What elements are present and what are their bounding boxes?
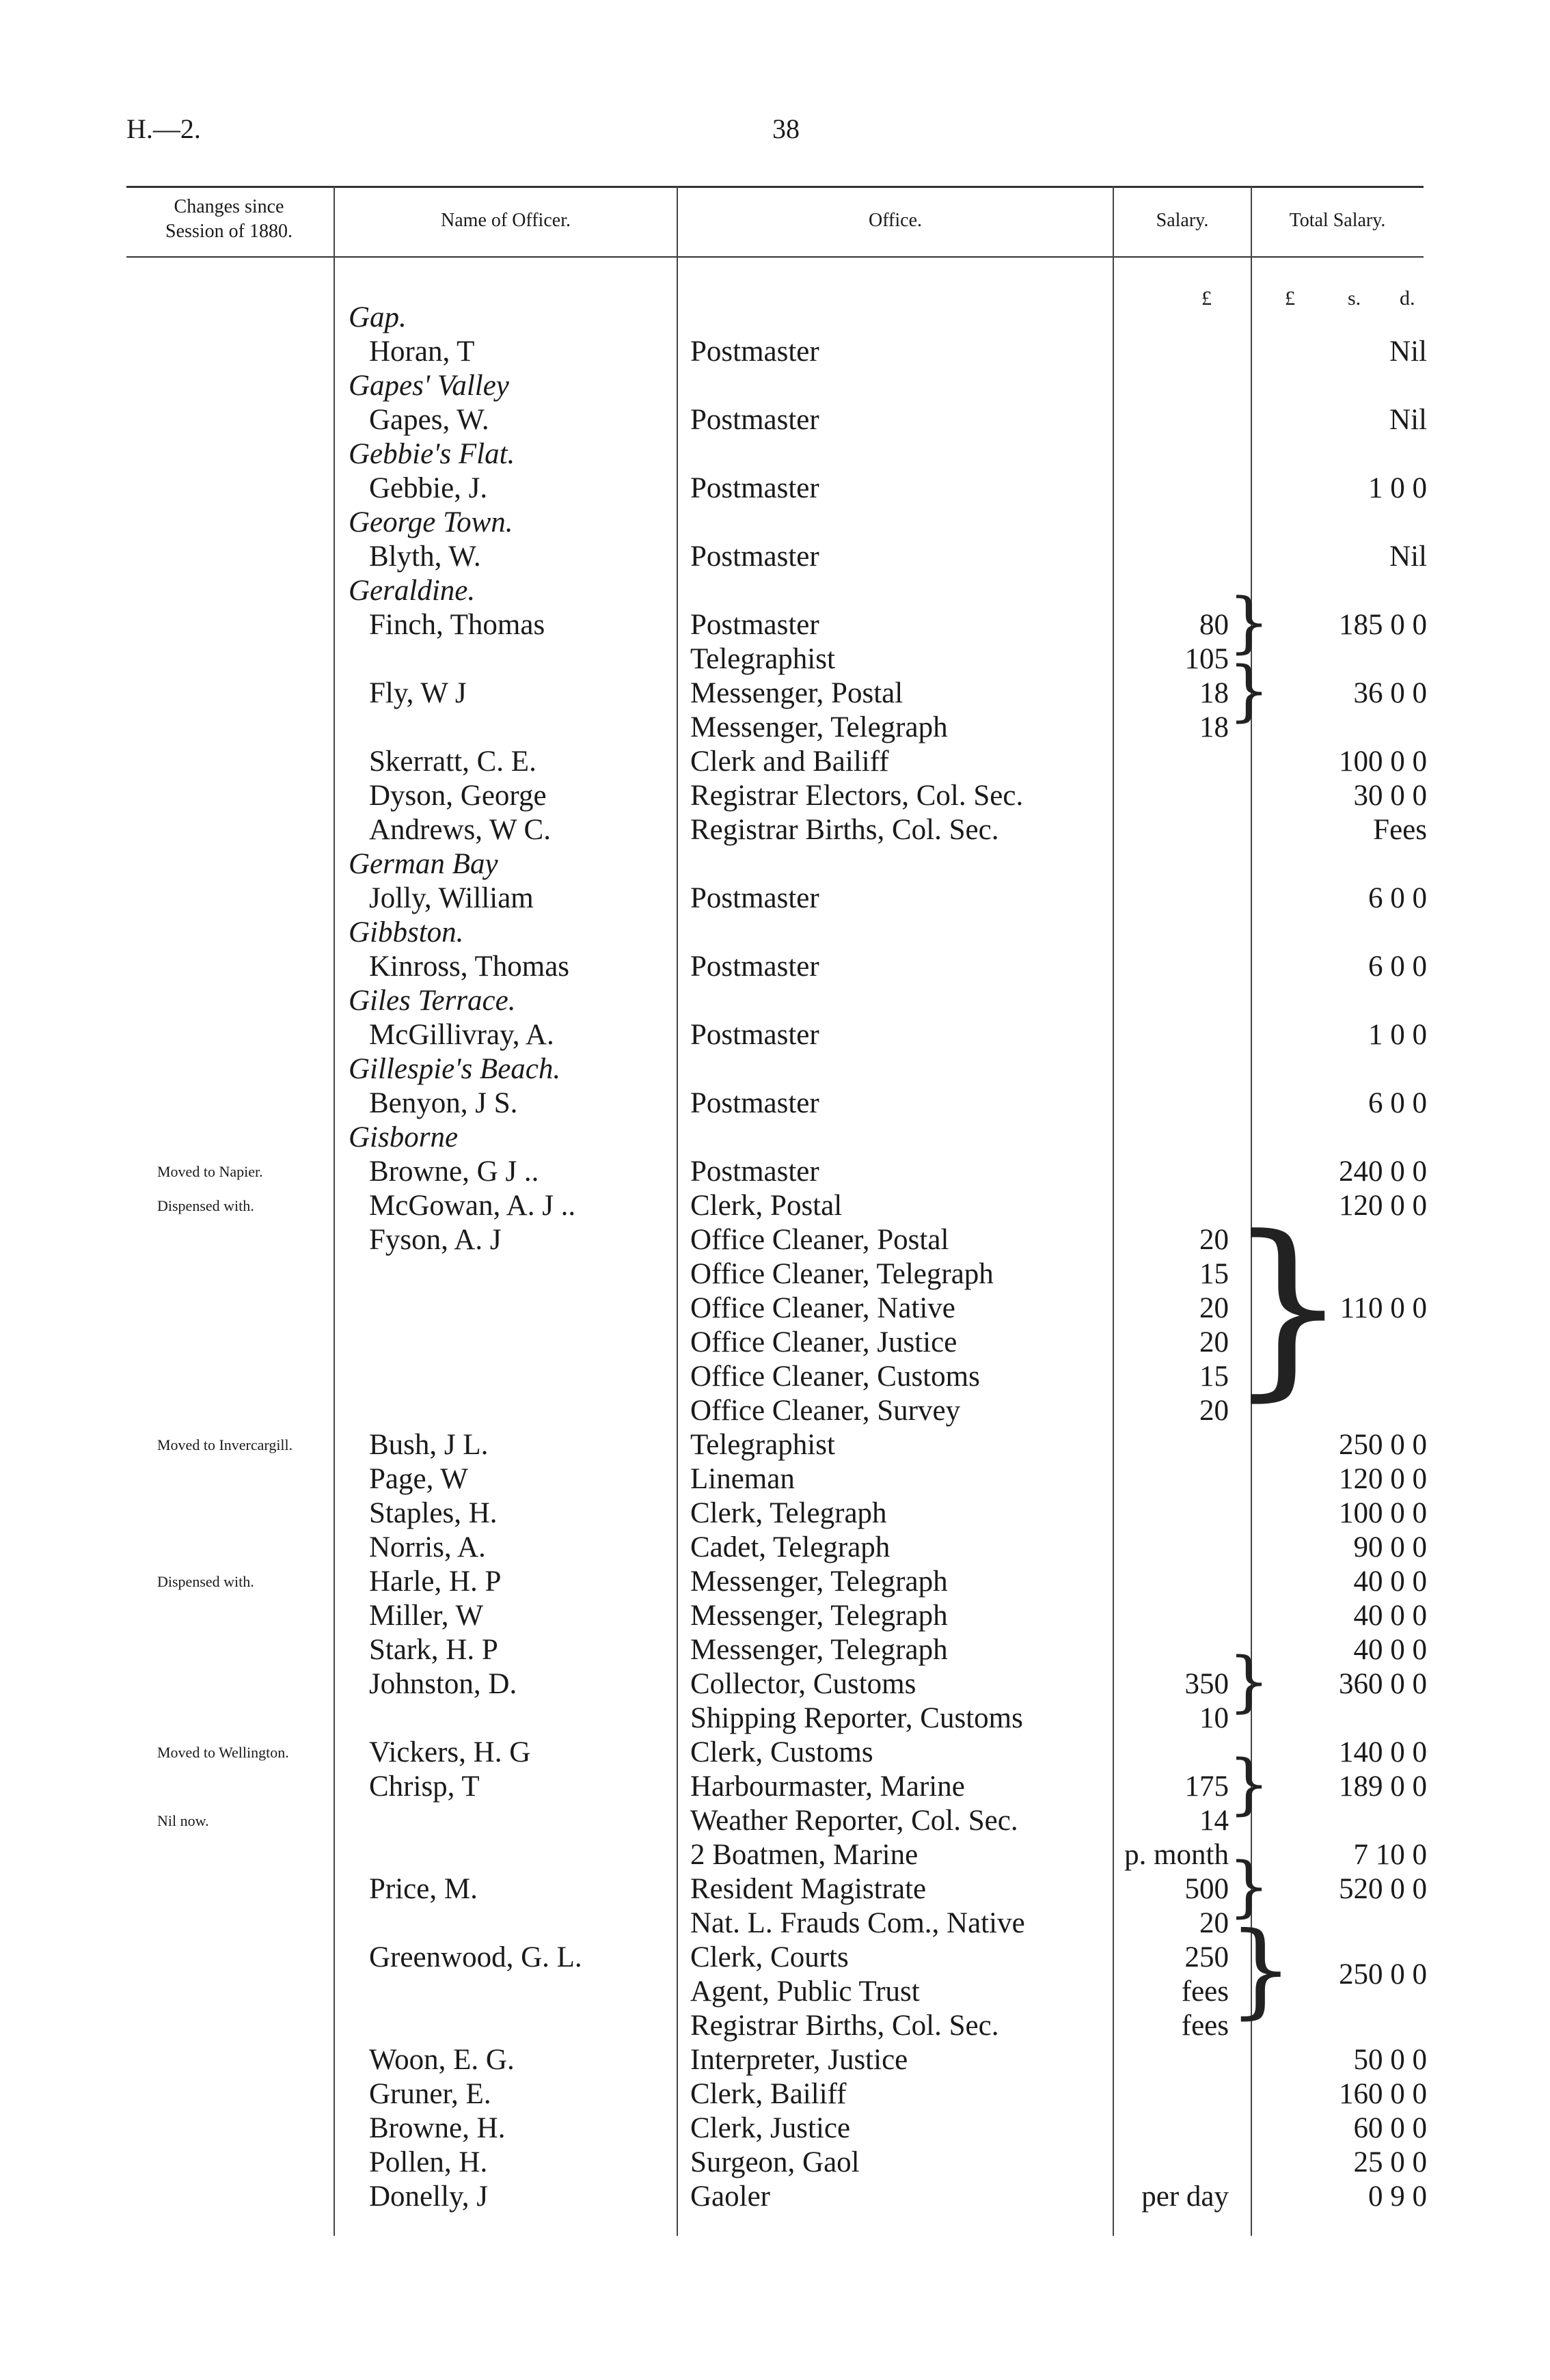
change-note: Dispensed with.	[157, 1573, 254, 1590]
table-row	[0, 1736, 1550, 1770]
table-row	[0, 403, 1550, 437]
table-row	[0, 2009, 1550, 2043]
total-salary-value: 0 9 0	[1368, 2180, 1427, 2213]
table-row	[0, 1086, 1550, 1121]
total-unit-shillings: s.	[1348, 287, 1361, 310]
office-title: Nat. L. Frauds Com., Native	[690, 1907, 1025, 1939]
table-row	[0, 2111, 1550, 2146]
total-salary-value: 120 0 0	[1339, 1463, 1427, 1495]
salary-value: fees	[1181, 1975, 1229, 2008]
grouped-total: 110 0 0	[1340, 1292, 1427, 1324]
total-salary-value: 25 0 0	[1353, 2146, 1427, 2178]
officer-name: Dyson, George	[369, 780, 547, 812]
salary-value: 15	[1199, 1360, 1229, 1393]
office-title: Clerk, Telegraph	[690, 1497, 887, 1529]
column-header-total: Total Salary.	[1289, 210, 1386, 231]
salary-value: 350	[1184, 1668, 1229, 1700]
table-row	[0, 1941, 1550, 1975]
salary-value: 175	[1184, 1770, 1229, 1803]
table-row	[0, 2077, 1550, 2111]
office-title: Shipping Reporter, Customs	[690, 1702, 1023, 1734]
salary-value: 20	[1199, 1224, 1229, 1256]
place-heading-row	[0, 847, 1550, 881]
total-salary-value: 6 0 0	[1368, 950, 1427, 983]
office-title: Postmaster	[690, 472, 819, 504]
place-heading: Giles Terrace.	[349, 985, 516, 1017]
salary-value: 105	[1184, 643, 1229, 675]
officer-name: Woon, E. G.	[369, 2044, 515, 2076]
column-header-changes-line1: Changes since	[174, 196, 284, 217]
place-heading-row	[0, 369, 1550, 403]
table-row	[0, 813, 1550, 847]
office-title: Harbourmaster, Marine	[690, 1770, 965, 1803]
office-title: Clerk, Justice	[690, 2112, 851, 2144]
officer-name: Browne, H.	[369, 2112, 506, 2144]
change-note: Dispensed with.	[157, 1197, 254, 1214]
column-header-changes	[126, 195, 331, 244]
office-title: Messenger, Telegraph	[690, 1600, 948, 1632]
place-heading: George Town.	[349, 506, 513, 538]
officer-name: Skerratt, C. E.	[369, 746, 536, 778]
salary-unit-pound: £	[1201, 287, 1212, 310]
officer-name: Stark, H. P	[369, 1634, 498, 1666]
total-salary-value: Nil	[1389, 404, 1427, 436]
officer-name: Page, W	[369, 1463, 468, 1495]
total-salary-value: 160 0 0	[1339, 2078, 1427, 2110]
column-header-changes-line2: Session of 1880.	[165, 221, 293, 242]
office-title: Office Cleaner, Telegraph	[690, 1258, 994, 1290]
salary-value: 20	[1199, 1292, 1229, 1324]
table-row	[0, 1428, 1550, 1462]
officer-name: Chrisp, T	[369, 1770, 480, 1803]
column-header-salary: Salary.	[1156, 210, 1209, 231]
total-salary-value: 40 0 0	[1353, 1634, 1427, 1666]
place-heading-row	[0, 1052, 1550, 1086]
office-title: Registrar Births, Col. Sec.	[690, 814, 999, 846]
table-row	[0, 1599, 1550, 1633]
place-heading: Gap.	[349, 301, 407, 333]
officer-name: Miller, W	[369, 1600, 484, 1632]
officer-name: Gapes, W.	[369, 404, 489, 436]
table-row	[0, 1633, 1550, 1667]
table-row	[0, 1975, 1550, 2009]
grouped-total: 36 0 0	[1353, 677, 1427, 709]
total-salary-value: 40 0 0	[1353, 1600, 1427, 1632]
total-salary-value: 1 0 0	[1368, 472, 1427, 504]
office-title: Office Cleaner, Justice	[690, 1326, 957, 1358]
officer-name: Johnston, D.	[369, 1668, 517, 1700]
salary-value: 10	[1199, 1702, 1229, 1734]
total-salary-value: 240 0 0	[1339, 1155, 1427, 1188]
total-salary-value: 30 0 0	[1353, 780, 1427, 812]
place-heading: German Bay	[349, 848, 498, 880]
place-heading-row	[0, 984, 1550, 1018]
place-heading-row	[0, 437, 1550, 471]
change-note: Moved to Wellington.	[157, 1744, 289, 1761]
salary-value: 15	[1199, 1258, 1229, 1290]
table-row	[0, 335, 1550, 369]
officer-name: McGillivray, A.	[369, 1019, 554, 1051]
officer-name: Fyson, A. J	[369, 1224, 502, 1256]
table-row	[0, 1770, 1550, 1804]
office-title: Clerk, Postal	[690, 1190, 843, 1222]
table-row	[0, 711, 1550, 745]
table-row	[0, 676, 1550, 711]
office-title: Postmaster	[690, 404, 819, 436]
office-title: Collector, Customs	[690, 1668, 916, 1700]
total-unit-pound: £	[1285, 287, 1295, 310]
table-row	[0, 1462, 1550, 1496]
officer-name: Harle, H. P	[369, 1565, 502, 1598]
office-title: Messenger, Telegraph	[690, 711, 948, 743]
table-row	[0, 1565, 1550, 1599]
officer-name: Horan, T	[369, 336, 475, 368]
header-top-rule	[126, 186, 1424, 188]
office-title: Clerk, Bailiff	[690, 2078, 847, 2110]
brace-icon: }	[1228, 584, 1270, 661]
salary-value: per day	[1141, 2180, 1229, 2213]
table-row	[0, 540, 1550, 574]
place-heading-row	[0, 916, 1550, 950]
place-heading: Gapes' Valley	[349, 370, 509, 402]
office-title: Postmaster	[690, 1087, 819, 1119]
salary-value: 18	[1199, 677, 1229, 709]
table-row	[0, 471, 1550, 506]
total-salary-value: 90 0 0	[1353, 1531, 1427, 1563]
table-row	[0, 1496, 1550, 1531]
change-note: Nil now.	[157, 1812, 209, 1829]
officer-name: Staples, H.	[369, 1497, 498, 1529]
salary-value: 14	[1199, 1805, 1229, 1837]
brace-icon: }	[1227, 1196, 1349, 1419]
office-title: Postmaster	[690, 541, 819, 573]
table-row	[0, 779, 1550, 813]
place-heading: Geraldine.	[349, 575, 476, 607]
office-title: Postmaster	[690, 1155, 819, 1188]
total-salary-value: 7 10 0	[1353, 1839, 1427, 1871]
page-reference: H.—2.	[126, 113, 201, 144]
officer-name: Benyon, J S.	[369, 1087, 518, 1119]
office-title: Lineman	[690, 1463, 795, 1495]
place-heading-row	[0, 301, 1550, 335]
total-salary-value: 40 0 0	[1353, 1565, 1427, 1598]
table-row	[0, 2180, 1550, 2214]
table-row	[0, 745, 1550, 779]
office-title: Office Cleaner, Survey	[690, 1395, 961, 1427]
office-title: Office Cleaner, Native	[690, 1292, 955, 1324]
officer-name: McGowan, A. J ..	[369, 1190, 576, 1222]
office-title: Telegraphist	[690, 643, 835, 675]
place-heading-row	[0, 1121, 1550, 1155]
office-title: 2 Boatmen, Marine	[690, 1839, 919, 1871]
table-row	[0, 1018, 1550, 1052]
table-row	[0, 1667, 1550, 1701]
brace-icon: }	[1228, 1911, 1294, 2029]
total-unit-pence: d.	[1400, 287, 1415, 310]
header-bottom-rule	[126, 256, 1424, 258]
office-title: Registrar Electors, Col. Sec.	[690, 780, 1024, 812]
office-title: Clerk and Bailiff	[690, 746, 889, 778]
total-salary-value: 250 0 0	[1339, 1429, 1427, 1461]
grouped-total: 185 0 0	[1339, 609, 1427, 641]
total-salary-value: 140 0 0	[1339, 1736, 1427, 1768]
salary-value: 20	[1199, 1326, 1229, 1358]
office-title: Surgeon, Gaol	[690, 2146, 860, 2178]
table-row	[0, 1872, 1550, 1906]
office-title: Messenger, Postal	[690, 677, 903, 709]
officer-name: Vickers, H. G	[369, 1736, 531, 1768]
place-heading: Gebbie's Flat.	[349, 438, 515, 470]
column-header-office: Office.	[869, 210, 922, 231]
officer-name: Price, M.	[369, 1873, 478, 1905]
officer-name: Browne, G J ..	[369, 1155, 539, 1188]
brace-icon: }	[1228, 1643, 1270, 1720]
brace-icon: }	[1228, 1746, 1270, 1822]
total-salary-value: Fees	[1373, 814, 1427, 846]
office-title: Postmaster	[690, 609, 819, 641]
officer-name: Jolly, William	[369, 882, 534, 914]
officer-name: Fly, W J	[369, 677, 467, 709]
officer-name: Greenwood, G. L.	[369, 1941, 582, 1973]
office-title: Weather Reporter, Col. Sec.	[690, 1805, 1018, 1837]
total-salary-value: 6 0 0	[1368, 882, 1427, 914]
place-heading-row	[0, 506, 1550, 540]
officer-name: Kinross, Thomas	[369, 950, 570, 983]
table-row	[0, 1155, 1550, 1189]
officer-name: Gruner, E.	[369, 2078, 491, 2110]
office-title: Resident Magistrate	[690, 1873, 927, 1905]
office-title: Office Cleaner, Customs	[690, 1360, 980, 1393]
salary-value: 20	[1199, 1395, 1229, 1427]
salary-value: 20	[1199, 1907, 1229, 1939]
officer-name: Blyth, W.	[369, 541, 481, 573]
total-salary-value: 120 0 0	[1339, 1190, 1427, 1222]
office-title: Agent, Public Trust	[690, 1975, 920, 2008]
office-title: Postmaster	[690, 950, 819, 983]
salary-value: 18	[1199, 711, 1229, 743]
salary-value: 80	[1199, 609, 1229, 641]
total-salary-value: Nil	[1389, 541, 1427, 573]
page-number: 38	[772, 113, 800, 144]
table-row	[0, 1531, 1550, 1565]
officer-name: Gebbie, J.	[369, 472, 488, 504]
total-salary-value: 50 0 0	[1353, 2044, 1427, 2076]
table-row	[0, 2146, 1550, 2180]
place-heading: Gillespie's Beach.	[349, 1053, 561, 1085]
office-title: Gaoler	[690, 2180, 770, 2213]
office-title: Postmaster	[690, 882, 819, 914]
officer-name: Andrews, W C.	[369, 814, 551, 846]
office-title: Cadet, Telegraph	[690, 1531, 890, 1563]
office-title: Interpreter, Justice	[690, 2044, 908, 2076]
salary-value: 500	[1184, 1873, 1229, 1905]
office-title: Registrar Births, Col. Sec.	[690, 2010, 999, 2042]
office-title: Postmaster	[690, 336, 819, 368]
officer-name: Bush, J L.	[369, 1429, 489, 1461]
table-row	[0, 950, 1550, 984]
table-row	[0, 642, 1550, 676]
change-note: Moved to Napier.	[157, 1163, 263, 1180]
total-salary-value: 1 0 0	[1368, 1019, 1427, 1051]
salary-value: p. month	[1124, 1839, 1229, 1871]
grouped-total: 360 0 0	[1339, 1668, 1427, 1700]
table-row	[0, 1804, 1550, 1838]
brace-icon: }	[1228, 1848, 1270, 1925]
grouped-total: 189 0 0	[1339, 1770, 1427, 1803]
table-row	[0, 1701, 1550, 1736]
total-salary-value: 6 0 0	[1368, 1087, 1427, 1119]
total-salary-value: 100 0 0	[1339, 1497, 1427, 1529]
office-title: Postmaster	[690, 1019, 819, 1051]
salary-value: 250	[1184, 1941, 1229, 1973]
office-title: Messenger, Telegraph	[690, 1634, 948, 1666]
brace-icon: }	[1228, 653, 1270, 729]
table-row	[0, 1838, 1550, 1872]
officer-name: Donelly, J	[369, 2180, 488, 2213]
officer-name: Norris, A.	[369, 1531, 486, 1563]
officer-name: Finch, Thomas	[369, 609, 545, 641]
total-salary-value: Nil	[1389, 336, 1427, 368]
office-title: Clerk, Customs	[690, 1736, 873, 1768]
place-heading: Gibbston.	[349, 916, 464, 948]
column-header-name: Name of Officer.	[441, 210, 571, 231]
office-title: Office Cleaner, Postal	[690, 1224, 949, 1256]
place-heading: Gisborne	[349, 1121, 459, 1153]
officer-name: Pollen, H.	[369, 2146, 488, 2178]
grouped-total: 520 0 0	[1339, 1873, 1427, 1905]
table-row	[0, 608, 1550, 642]
change-note: Moved to Invercargill.	[157, 1436, 293, 1453]
office-title: Messenger, Telegraph	[690, 1565, 948, 1598]
total-salary-value: 60 0 0	[1353, 2112, 1427, 2144]
total-salary-value: 100 0 0	[1339, 746, 1427, 778]
grouped-total: 250 0 0	[1339, 1958, 1427, 1991]
table-row	[0, 2043, 1550, 2077]
table-row	[0, 1906, 1550, 1941]
place-heading-row	[0, 574, 1550, 608]
office-title: Clerk, Courts	[690, 1941, 849, 1973]
office-title: Telegraphist	[690, 1429, 835, 1461]
table-row	[0, 881, 1550, 916]
salary-value: fees	[1181, 2010, 1229, 2042]
